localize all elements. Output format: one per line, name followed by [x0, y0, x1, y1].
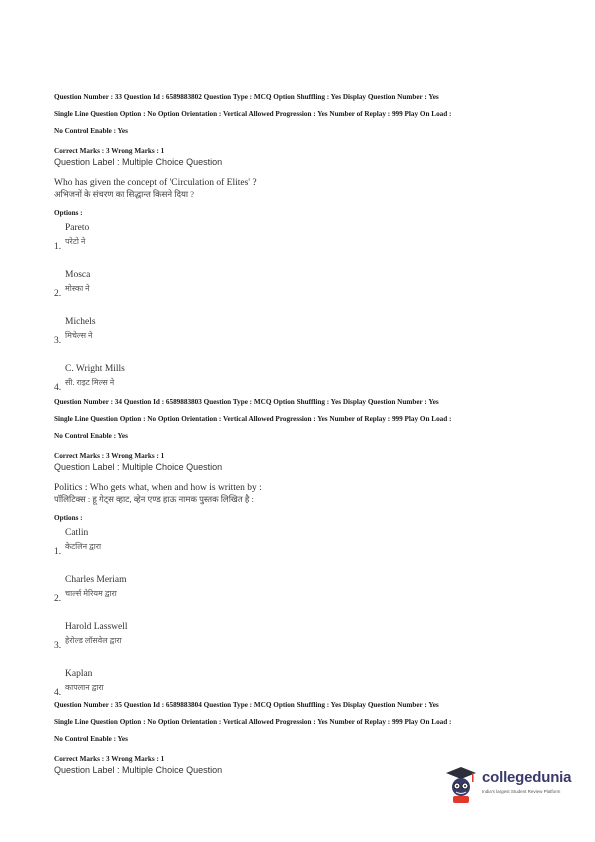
question-text-hi: पॉलिटिक्स : हू गेट्स व्हाट, व्हेन एण्ड हाऊ नामक पुस्तक लिखित है :: [54, 494, 254, 505]
option-text-en: Charles Meriam: [65, 575, 127, 586]
question-35: [54, 693, 544, 776]
option-item[interactable]: [54, 270, 544, 317]
option-text-hi: परेटो ने: [65, 237, 86, 247]
question-meta: [54, 693, 544, 752]
question-text-en: Who has given the concept of 'Circulation of Elites' ?: [54, 178, 257, 189]
option-number: 3.: [54, 336, 62, 347]
marks-line: Correct Marks : 3 Wrong Marks : 1: [54, 451, 165, 460]
meta-line: Question Number : 35 Question Id : 6589883804 Question Type : MCQ Option Shuffling : Yes Display Question Number : Yes: [54, 701, 439, 710]
option-text-hi: चार्ल्स मेरियम द्वारा: [65, 589, 117, 599]
option-item[interactable]: [54, 317, 544, 364]
option-text-en: Kaplan: [65, 669, 93, 680]
question-meta: [54, 85, 544, 144]
marks-line: Correct Marks : 3 Wrong Marks : 1: [54, 146, 165, 155]
option-text-hi: मोस्का ने: [65, 284, 90, 294]
option-text-hi: मिचेल्स ने: [65, 331, 93, 341]
option-item[interactable]: [54, 528, 544, 575]
question-34: [54, 390, 544, 716]
meta-line: Single Line Question Option : No Option Orientation : Vertical Allowed Progression : Yes Number of Replay : 999 Play On Load :: [54, 718, 452, 727]
meta-line: Single Line Question Option : No Option Orientation : Vertical Allowed Progression : Yes Number of Replay : 999 Play On Load :: [54, 110, 452, 119]
option-text-hi: सी. राइट मिल्स ने: [65, 378, 115, 388]
options-heading: Options :: [54, 514, 83, 523]
meta-line: No Control Enable : Yes: [54, 735, 128, 744]
meta-line: Question Number : 34 Question Id : 6589883803 Question Type : MCQ Option Shuffling : Yes Display Question Number : Yes: [54, 398, 439, 407]
logo-mascot-icon: [442, 765, 480, 805]
meta-line: Question Number : 33 Question Id : 6589883802 Question Type : MCQ Option Shuffling : Yes Display Question Number : Yes: [54, 93, 439, 102]
option-text-hi: कापलान द्वारा: [65, 683, 104, 693]
option-number: 4.: [54, 688, 62, 699]
option-number: 1.: [54, 547, 62, 558]
option-number: 1.: [54, 242, 62, 253]
option-item[interactable]: [54, 575, 544, 622]
option-text-en: Catlin: [65, 528, 89, 539]
logo-tagline: India's largest Student Review Platform: [482, 789, 561, 794]
option-text-en: Pareto: [65, 223, 90, 234]
meta-line: No Control Enable : Yes: [54, 127, 128, 136]
question-label: Question Label : Multiple Choice Question: [54, 462, 223, 473]
question-33: [54, 85, 544, 411]
question-text-en: Politics : Who gets what, when and how is written by :: [54, 483, 262, 494]
options-heading: Options :: [54, 209, 83, 218]
question-label: Question Label : Multiple Choice Question: [54, 765, 223, 776]
question-text-hi: अभिजनों के संचरण का सिद्धान्त किसने दिया ?: [54, 189, 195, 200]
option-text-hi: हेरोल्ड लॉसवेल द्वारा: [65, 636, 122, 646]
option-number: 3.: [54, 641, 62, 652]
option-text-en: C. Wright Mills: [65, 364, 125, 375]
marks-line: Correct Marks : 3 Wrong Marks : 1: [54, 754, 165, 763]
logo-brand-text: collegedunia: [482, 769, 572, 786]
option-text-en: Harold Lasswell: [65, 622, 128, 633]
option-item[interactable]: [54, 622, 544, 669]
meta-line: No Control Enable : Yes: [54, 432, 128, 441]
question-meta: [54, 390, 544, 449]
meta-line: Single Line Question Option : No Option Orientation : Vertical Allowed Progression : Yes Number of Replay : 999 Play On Load :: [54, 415, 452, 424]
option-text-en: Mosca: [65, 270, 91, 281]
option-text-en: Michels: [65, 317, 96, 328]
option-text-hi: केटलिन द्वारा: [65, 542, 102, 552]
option-item[interactable]: [54, 223, 544, 270]
question-label: Question Label : Multiple Choice Question: [54, 157, 223, 168]
option-number: 4.: [54, 383, 62, 394]
option-number: 2.: [54, 289, 62, 300]
collegedunia-logo: [442, 765, 582, 805]
option-number: 2.: [54, 594, 62, 605]
